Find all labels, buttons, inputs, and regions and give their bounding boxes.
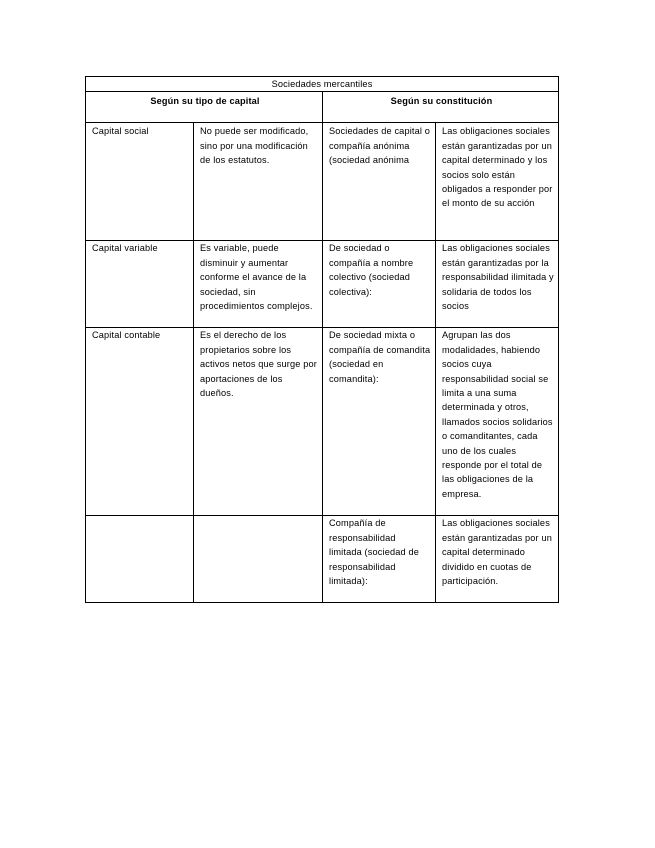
table-title-row — [86, 77, 559, 92]
capital-desc-cell: No puede ser modificado, sino por una modificación de los estatutos. — [194, 123, 323, 241]
capital-desc-cell — [194, 516, 323, 603]
capital-type-cell — [86, 516, 194, 603]
capital-desc-cell: Es variable, puede disminuir y aumentar conforme el avance de la sociedad, sin procedimientos complejos. — [194, 241, 323, 328]
table-row — [86, 328, 559, 516]
capital-desc-cell: Es el derecho de los propietarios sobre los activos netos que surge por aportaciones de los dueños. — [194, 328, 323, 516]
header-constitution: Según su constitución — [323, 92, 559, 123]
society-desc-cell: Las obligaciones sociales están garantizadas por un capital determinado y los socios solo están obligados a responder por el monto de su acción — [436, 123, 559, 241]
capital-type-cell: Capital contable — [86, 328, 194, 516]
table-title: Sociedades mercantiles — [86, 77, 559, 92]
table-header-row — [86, 92, 559, 123]
table-row — [86, 241, 559, 328]
society-desc-cell: Las obligaciones sociales están garantizadas por la responsabilidad ilimitada y solidaria de todos los socios — [436, 241, 559, 328]
society-desc-cell: Agrupan las dos modalidades, habiendo socios cuya responsabilidad social se limita a una suma determinada y otros, llamados socios solidarios o comanditantes, cada uno de los cuales responde por el total de las obligaciones de la empresa. — [436, 328, 559, 516]
sociedades-table — [85, 76, 559, 603]
table-row — [86, 123, 559, 241]
society-type-cell: Compañía de responsabilidad limitada (sociedad de responsabilidad limitada): — [323, 516, 436, 603]
table-row — [86, 516, 559, 603]
capital-type-cell: Capital social — [86, 123, 194, 241]
header-capital-type: Según su tipo de capital — [86, 92, 323, 123]
society-type-cell: De sociedad mixta o compañía de comandita (sociedad en comandita): — [323, 328, 436, 516]
society-type-cell: Sociedades de capital o compañía anónima (sociedad anónima — [323, 123, 436, 241]
society-desc-cell: Las obligaciones sociales están garantizadas por un capital determinado dividido en cuotas de participación. — [436, 516, 559, 603]
capital-type-cell: Capital variable — [86, 241, 194, 328]
society-type-cell: De sociedad o compañía a nombre colectivo (sociedad colectiva): — [323, 241, 436, 328]
